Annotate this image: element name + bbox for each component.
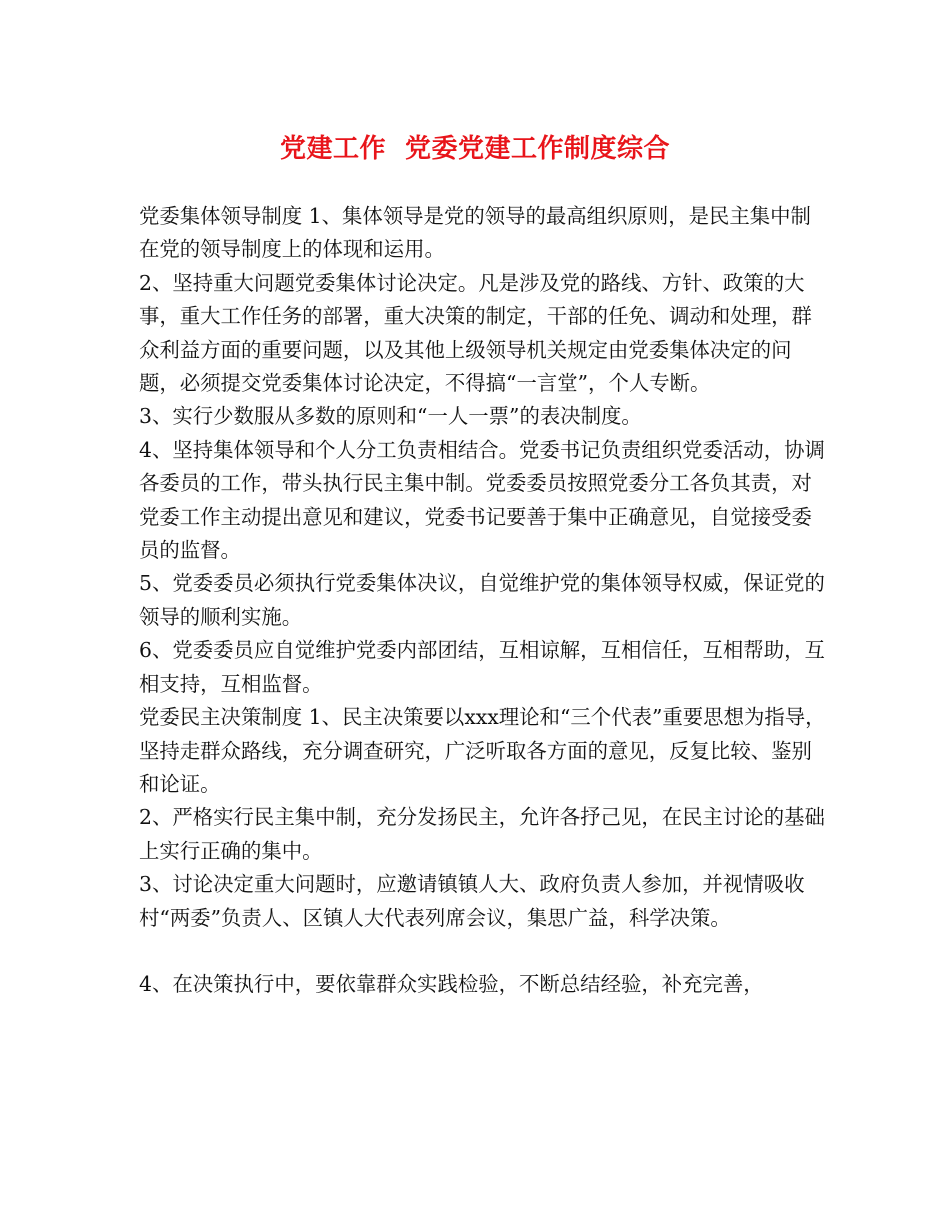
document-title: 党建工作 党委党建工作制度综合 — [279, 134, 671, 164]
paragraph-item-4: 4、坚持集体领导和个人分工负责相结合。党委书记负责组织党委活动，协调各委员的工作，带头执行民主集中制。党委委员按照党委分工各负其责，对党委工作主动提出意见和建议，党委书记要善于集中正确意见，自觉接受委员的监督。 — [139, 437, 825, 563]
paragraph-item-6: 6、党委委员应自觉维护党委内部团结，互相谅解，互相信任，互相帮助，互相支持，互相监督。 — [139, 638, 825, 696]
paragraph-spacer — [139, 935, 829, 968]
paragraph-decision-item-3: 3、讨论决定重大问题时，应邀请镇镇人大、政府负责人参加，并视情吸收村“两委”负责人、区镇人大代表列席会议，集思广益，科学决策。 — [139, 872, 805, 930]
paragraph-collective-leadership: 党委集体领导制度 1、集体领导是党的领导的最高组织原则，是民主集中制在党的领导制度上的体现和运用。 — [139, 204, 811, 262]
paragraph-item-3: 3、实行少数服从多数的原则和“一人一票”的表决制度。 — [139, 404, 642, 429]
paragraph-item-2: 2、坚持重大问题党委集体讨论决定。凡是涉及党的路线、方针、政策的大事，重大工作任务的部署，重大决策的制定，干部的任免、调动和处理，群众利益方面的重要问题，以及其他上级领导机关规定由党委集体决定的问题，必须提交党委集体讨论决定，不得搞“一言堂”，个人专断。 — [139, 270, 812, 396]
paragraph-item-5: 5、党委委员必须执行党委集体决议，自觉维护党的集体领导权威，保证党的领导的顺利实施。 — [139, 571, 825, 629]
document-body — [139, 200, 829, 1001]
paragraph-democratic-decision: 党委民主决策制度 1、民主决策要以xxx理论和“三个代表”重要思想为指导，坚持走群众路线，充分调查研究，广泛听取各方面的意见，反复比较、鉴别和论证。 — [139, 705, 826, 796]
paragraph-decision-item-4: 4、在决策执行中，要依靠群众实践检验，不断总结经验，补充完善， — [139, 971, 764, 996]
paragraph-decision-item-2: 2、严格实行民主集中制，充分发扬民主，允许各抒己见，在民主讨论的基础上实行正确的集中。 — [139, 805, 825, 863]
